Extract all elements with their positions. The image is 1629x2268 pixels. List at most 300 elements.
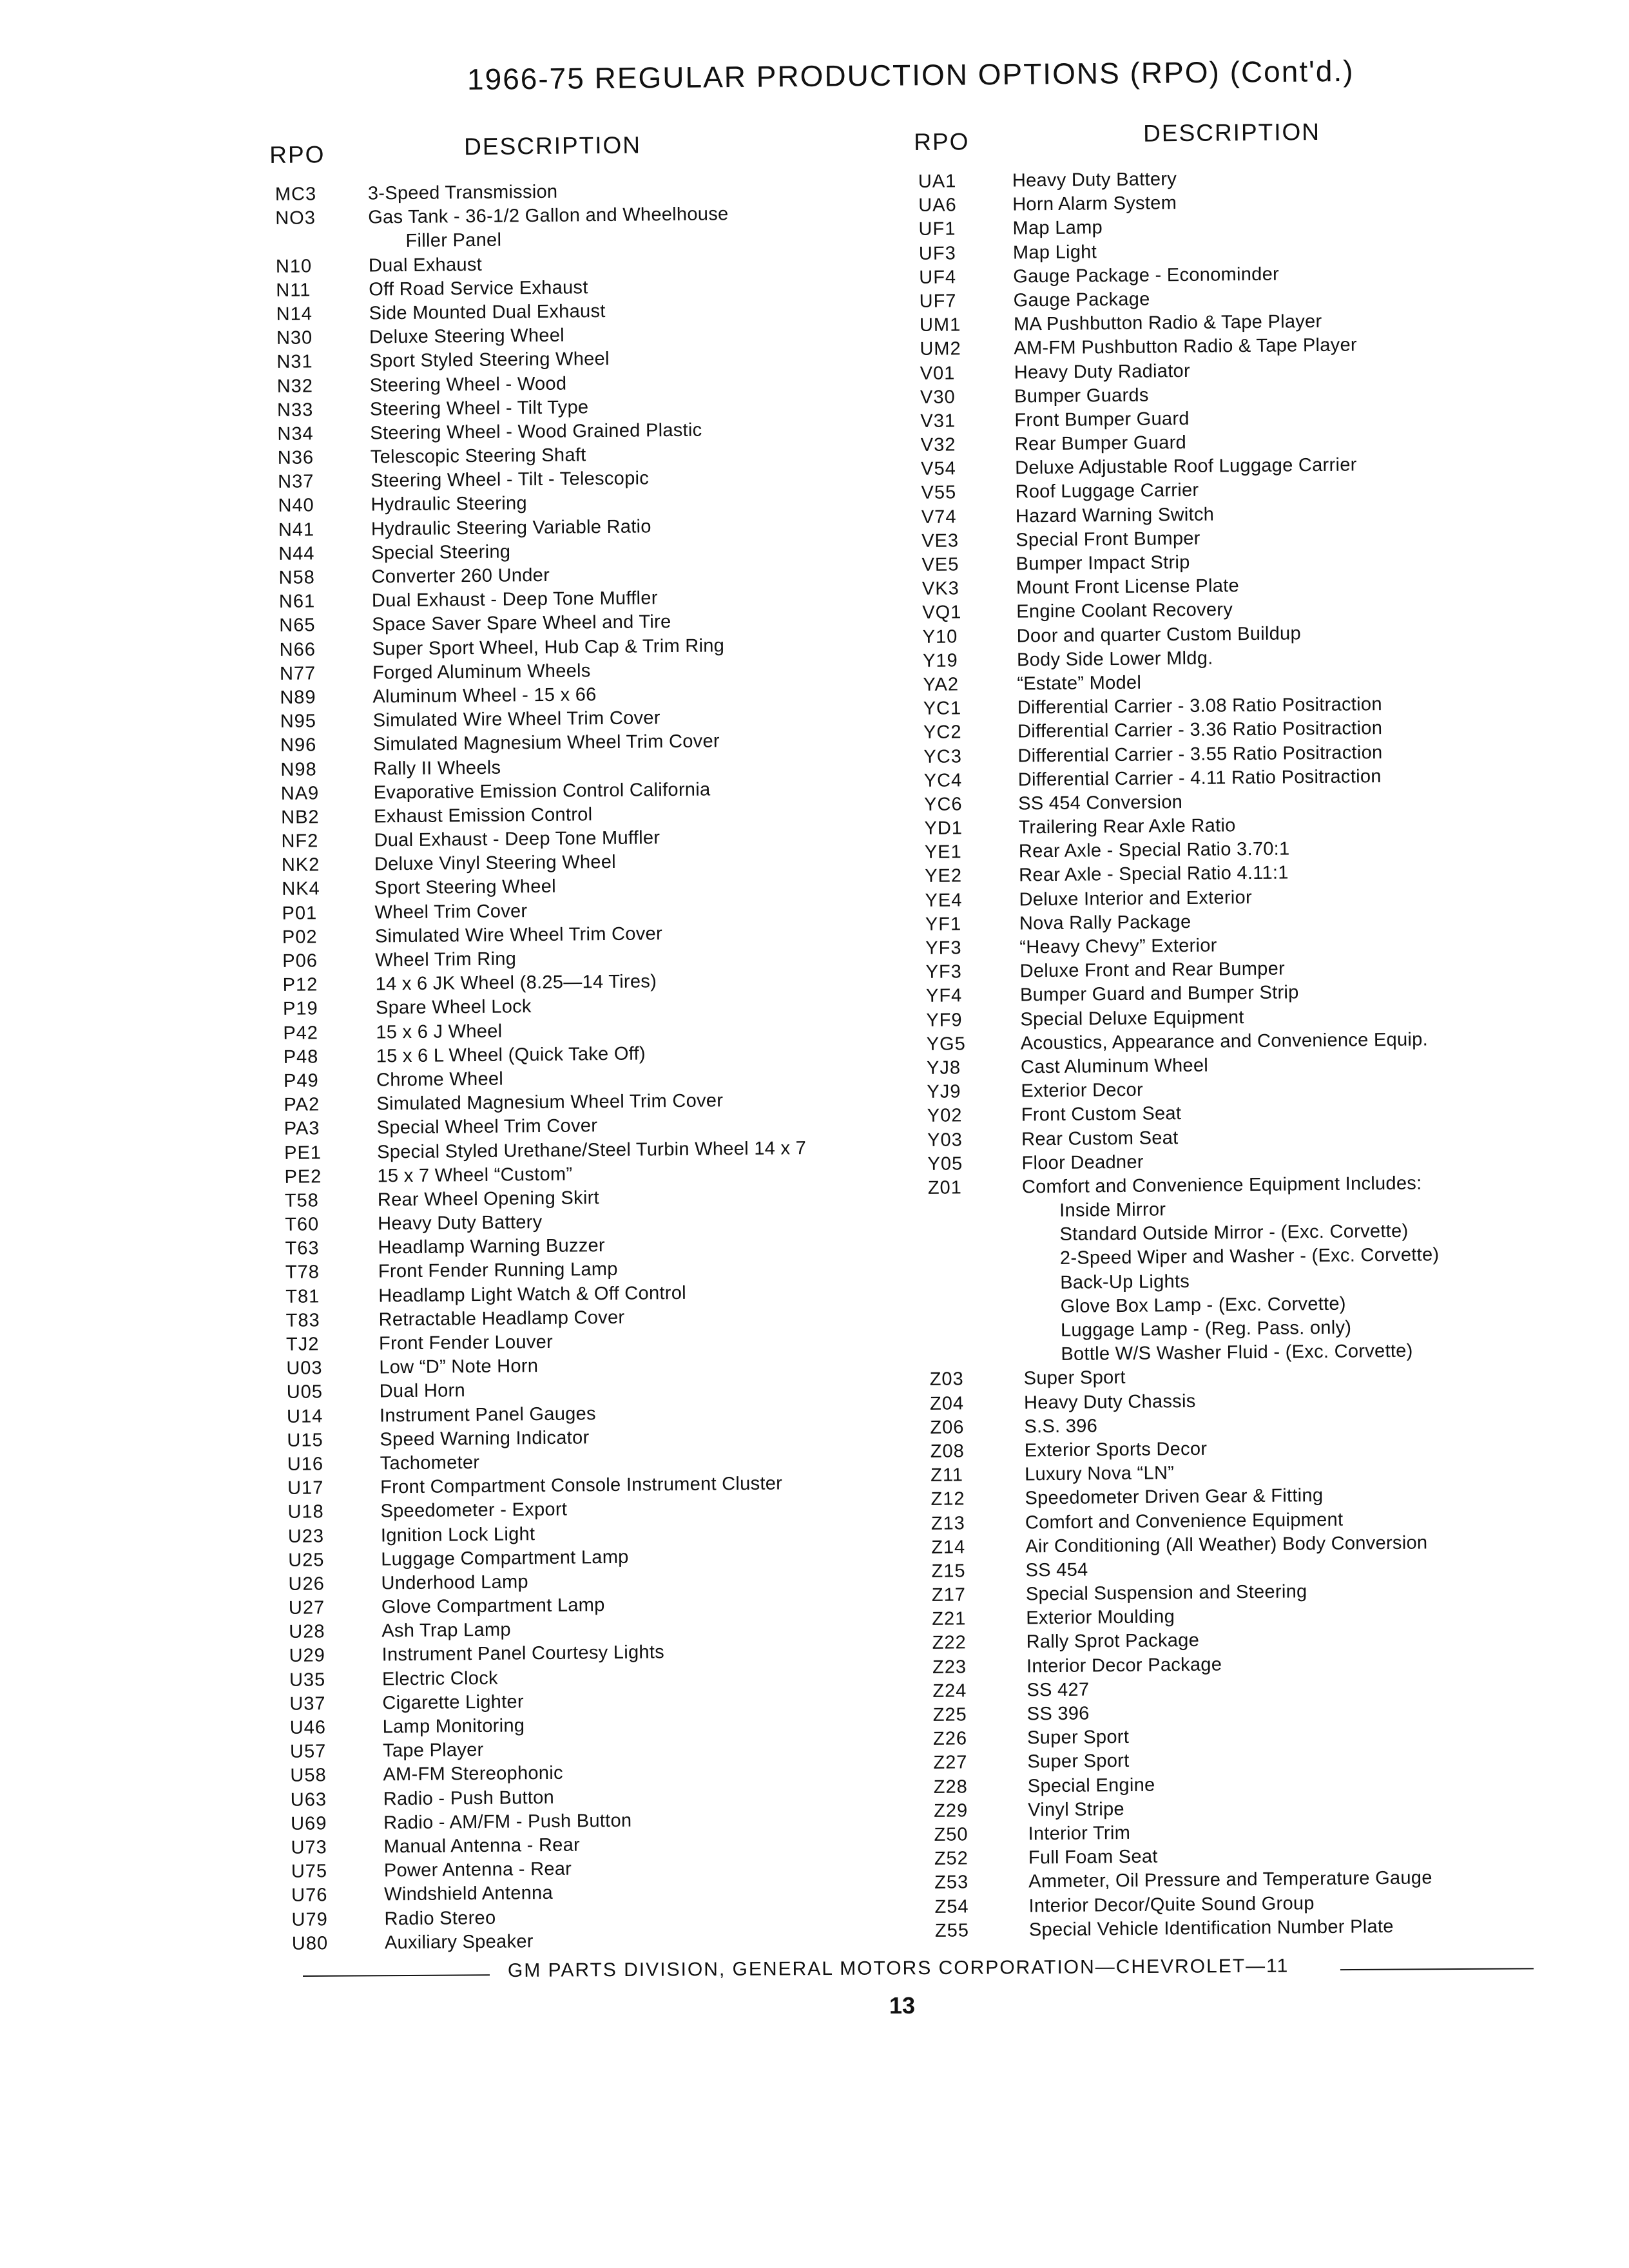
rpo-code: PE2: [284, 1166, 322, 1187]
rpo-description: Gauge Package - Econominder: [1013, 264, 1280, 287]
rpo-code: YC2: [923, 722, 962, 744]
rpo-description: Deluxe Front and Rear Bumper: [1019, 958, 1286, 982]
rpo-description: Gas Tank - 36-1/2 Gallon and Wheelhouse: [368, 204, 729, 228]
rpo-description: Simulated Wire Wheel Trim Cover: [372, 707, 660, 731]
rpo-code: VQ1: [922, 602, 962, 624]
rpo-description: Tachometer: [380, 1452, 480, 1474]
rpo-description: Back-Up Lights: [1060, 1271, 1190, 1293]
rpo-description: Interior Trim: [1028, 1822, 1131, 1845]
footer-rule-right: [1340, 1968, 1534, 1970]
rpo-code: YC4: [923, 770, 963, 791]
rpo-description: Special Wheel Trim Cover: [376, 1115, 598, 1139]
rpo-code: U23: [287, 1525, 325, 1547]
footer-rule-left: [303, 1974, 490, 1977]
rpo-description: Bumper Impact Strip: [1016, 552, 1190, 575]
rpo-description: Deluxe Steering Wheel: [369, 325, 565, 348]
rpo-description: Converter 260 Under: [371, 564, 550, 588]
page-title: 1966-75 REGULAR PRODUCTION OPTIONS (RPO) (Cont'd.): [467, 53, 1354, 96]
rpo-description: Simulated Wire Wheel Trim Cover: [374, 923, 663, 947]
rpo-code: YF1: [925, 914, 962, 935]
rpo-code: U27: [288, 1597, 325, 1619]
rpo-code: N14: [276, 303, 313, 325]
rpo-code: U35: [289, 1669, 326, 1691]
rpo-code: V01: [920, 362, 956, 384]
rpo-code: P48: [283, 1046, 319, 1068]
rpo-description: Nova Rally Package: [1019, 911, 1191, 934]
rpo-code: P01: [282, 902, 318, 924]
column-header: [914, 116, 1572, 170]
rpo-code: Z13: [930, 1512, 966, 1534]
rpo-description: Rear Axle - Special Ratio 3.70:1: [1018, 838, 1290, 862]
rpo-code: PE1: [284, 1142, 322, 1164]
rpo-description: 14 x 6 JK Wheel (8.25—14 Tires): [375, 971, 657, 995]
description-header: DESCRIPTION: [463, 131, 642, 160]
rpo-description: Special Engine: [1027, 1774, 1155, 1796]
rpo-code: YC6: [924, 794, 963, 815]
rpo-description: Rear Custom Seat: [1021, 1127, 1179, 1149]
rpo-description: Inside Mirror: [1059, 1199, 1166, 1221]
rpo-description: Front Compartment Console Instrument Cluster: [380, 1473, 783, 1498]
rpo-description: Dual Exhaust: [368, 254, 483, 276]
rpo-code: Z53: [934, 1872, 969, 1894]
rpo-description: Rear Bumper Guard: [1014, 432, 1187, 455]
rpo-code: Z29: [934, 1800, 969, 1821]
rpo-description: Aluminum Wheel - 15 x 66: [372, 684, 597, 707]
rpo-code: N89: [280, 687, 316, 708]
rpo-description: Simulated Magnesium Wheel Trim Cover: [372, 731, 720, 755]
rpo-code: Z26: [932, 1728, 968, 1750]
rpo-description: Hazard Warning Switch: [1015, 504, 1215, 527]
rpo-description: S.S. 396: [1024, 1416, 1098, 1437]
rpo-description: Special Styled Urethane/Steel Turbin Wheel 14 x 7: [377, 1137, 807, 1162]
rpo-description: Rally II Wheels: [373, 757, 501, 779]
rpo-description: Windshield Antenna: [384, 1883, 554, 1905]
rpo-description: Differential Carrier - 3.55 Ratio Positraction: [1017, 742, 1383, 766]
rpo-code: U58: [290, 1765, 327, 1787]
rpo-code: Z03: [929, 1369, 964, 1390]
rpo-description: Space Saver Spare Wheel and Tire: [372, 611, 671, 635]
rpo-code: YF4: [925, 985, 963, 1007]
rpo-description: Comfort and Convenience Equipment Includes:: [1021, 1173, 1422, 1198]
rpo-code: P12: [282, 974, 318, 996]
rpo-code: YE2: [925, 865, 963, 887]
rpo-description: Retractable Headlamp Cover: [378, 1307, 625, 1331]
rpo-description: Underhood Lamp: [381, 1571, 529, 1594]
rpo-code: U17: [287, 1477, 324, 1499]
rpo-code: U69: [291, 1813, 327, 1834]
rpo-code: Z50: [934, 1824, 969, 1845]
rpo-description: SS 396: [1027, 1703, 1090, 1725]
rpo-description: Acoustics, Appearance and Convenience Equip.: [1020, 1029, 1429, 1054]
rpo-description: 15 x 7 Wheel “Custom”: [377, 1164, 573, 1187]
page-footer: [303, 1951, 1540, 1991]
rpo-description: Heavy Duty Radiator: [1014, 360, 1191, 383]
rpo-description: Air Conditioning (All Weather) Body Conversion: [1025, 1532, 1428, 1557]
rpo-code: YC1: [923, 698, 962, 720]
rpo-code: NK4: [282, 878, 320, 900]
rpo-description: 2-Speed Wiper and Washer - (Exc. Corvette): [1059, 1244, 1440, 1269]
rpo-code: NO3: [275, 207, 316, 229]
rpo-description: Ash Trap Lamp: [381, 1619, 512, 1642]
rpo-code: PA2: [284, 1094, 320, 1115]
rpo-description: Special Deluxe Equipment: [1020, 1006, 1244, 1030]
rpo-description: Deluxe Vinyl Steering Wheel: [374, 852, 617, 875]
rpo-description: Deluxe Interior and Exterior: [1019, 887, 1253, 910]
rpo-code: N37: [278, 471, 314, 493]
rpo-description: Glove Compartment Lamp: [381, 1595, 605, 1618]
rpo-code: U18: [287, 1501, 324, 1523]
rpo-code: YG5: [926, 1033, 966, 1055]
rpo-list-left: [270, 177, 944, 1956]
rpo-code: U14: [286, 1405, 323, 1427]
rpo-code: U03: [286, 1358, 323, 1379]
rpo-code: T83: [285, 1310, 320, 1331]
rpo-code: U37: [289, 1693, 326, 1715]
rpo-description: Dual Horn: [379, 1380, 466, 1402]
rpo-code: N58: [278, 567, 315, 588]
rpo-code: Z12: [930, 1488, 965, 1510]
rpo-code: N95: [280, 711, 317, 733]
rpo-code: Y10: [922, 626, 958, 648]
rpo-code: Z15: [931, 1561, 966, 1582]
rpo-code: TJ2: [285, 1334, 320, 1355]
rpo-code: VE5: [921, 554, 959, 575]
rpo-code: N31: [276, 351, 313, 373]
rpo-description: Standard Outside Mirror - (Exc. Corvette): [1059, 1220, 1409, 1245]
rpo-code: UF7: [919, 291, 957, 312]
rpo-code: [929, 1295, 1019, 1296]
rpo-description: Headlamp Warning Buzzer: [378, 1235, 606, 1258]
rpo-code: Z54: [934, 1896, 969, 1917]
rpo-code: V55: [921, 482, 957, 504]
rpo-description: Wheel Trim Ring: [375, 948, 517, 971]
rpo-code: N33: [276, 399, 314, 421]
rpo-description: Lamp Monitoring: [382, 1715, 525, 1738]
rpo-code: U63: [290, 1789, 327, 1811]
rpo-description: Radio - AM/FM - Push Button: [383, 1810, 632, 1834]
rpo-code: N98: [280, 758, 317, 780]
rpo-description: Front Custom Seat: [1021, 1103, 1182, 1126]
rpo-code: [929, 1343, 1019, 1344]
rpo-code: Z55: [934, 1919, 970, 1941]
rpo-code: Z28: [933, 1776, 968, 1798]
rpo-code: MC3: [275, 184, 317, 205]
rpo-description: Map Lamp: [1012, 217, 1103, 239]
rpo-description: Rear Wheel Opening Skirt: [377, 1187, 600, 1211]
rpo-description: Headlamp Light Watch & Off Control: [378, 1282, 687, 1307]
rpo-description: Evaporative Emission Control California: [373, 779, 711, 803]
rpo-description: Telescopic Steering Shaft: [370, 445, 586, 468]
rpo-description: Radio Stereo: [384, 1907, 496, 1929]
rpo-code: N32: [276, 375, 314, 397]
rpo-description: Heavy Duty Battery: [378, 1212, 543, 1235]
rpo-code: Y19: [922, 650, 958, 671]
rpo-code: Z22: [932, 1632, 967, 1654]
rpo-description: Low “D” Note Horn: [379, 1356, 539, 1378]
rpo-code: U57: [289, 1741, 327, 1762]
rpo-code: U76: [291, 1885, 328, 1907]
rpo-description: Front Fender Running Lamp: [378, 1259, 618, 1282]
rpo-code: N40: [278, 495, 314, 517]
rpo-description: Deluxe Adjustable Roof Luggage Carrier: [1015, 454, 1357, 479]
rpo-description: Luggage Lamp - (Reg. Pass. only): [1060, 1317, 1352, 1341]
rpo-description: Rally Sprot Package: [1026, 1630, 1200, 1653]
rpo-code: Z52: [934, 1848, 969, 1869]
rpo-code: N61: [278, 591, 316, 613]
rpo-code: U05: [286, 1381, 323, 1403]
rpo-code: V30: [920, 387, 956, 408]
rpo-description: 15 x 6 J Wheel: [376, 1021, 503, 1043]
rpo-description: Bumper Guard and Bumper Strip: [1019, 982, 1299, 1006]
rpo-code: P06: [282, 950, 318, 972]
rpo-code: Y02: [927, 1105, 963, 1127]
rpo-code: N30: [276, 327, 313, 349]
rpo-code: NA9: [280, 782, 320, 804]
rpo-description: Hydraulic Steering: [371, 493, 528, 515]
rpo-code: YD1: [924, 818, 963, 839]
rpo-code: Z25: [932, 1704, 967, 1725]
rpo-code: U80: [291, 1932, 329, 1954]
rpo-code: Z17: [931, 1584, 967, 1606]
rpo-description: Instrument Panel Gauges: [379, 1403, 596, 1427]
rpo-description: Special Suspension and Steering: [1025, 1581, 1307, 1605]
rpo-description: Speedometer Driven Gear & Fitting: [1025, 1485, 1324, 1509]
rpo-code: Z27: [933, 1752, 968, 1774]
rpo-code: [929, 1247, 1019, 1248]
rpo-description: SS 454: [1025, 1559, 1088, 1581]
rpo-description: Instrument Panel Courtesy Lights: [381, 1642, 665, 1666]
rpo-description: SS 427: [1027, 1679, 1090, 1701]
rpo-description: Auxiliary Speaker: [384, 1930, 534, 1954]
rpo-description: Bumper Guards: [1014, 385, 1149, 407]
rpo-description: Exterior Sports Decor: [1024, 1438, 1208, 1461]
rpo-description: Ignition Lock Light: [380, 1523, 535, 1546]
rpo-code: UA6: [918, 195, 957, 216]
rpo-column-left: [269, 129, 944, 1956]
rpo-description: Super Sport Wheel, Hub Cap & Trim Ring: [372, 635, 725, 660]
rpo-description: Super Sport: [1027, 1751, 1130, 1773]
rpo-code: YE1: [924, 841, 962, 863]
rpo-code: V54: [921, 458, 956, 480]
rpo-description: Interior Decor/Quite Sound Group: [1028, 1892, 1315, 1916]
rpo-description: Manual Antenna - Rear: [383, 1834, 581, 1858]
rpo-description: Dual Exhaust - Deep Tone Muffler: [374, 827, 660, 851]
rpo-code: Z06: [930, 1417, 965, 1438]
rpo-code: V31: [920, 410, 956, 432]
rpo-code: N65: [279, 615, 316, 637]
rpo-code: YF3: [925, 961, 963, 983]
rpo-code: UF3: [918, 242, 956, 264]
rpo-description: Glove Box Lamp - (Exc. Corvette): [1060, 1293, 1346, 1317]
rpo-code: YJ8: [926, 1057, 961, 1079]
rpo-description: AM-FM Pushbutton Radio & Tape Player: [1014, 334, 1358, 359]
rpo-description: Super Sport: [1023, 1367, 1126, 1389]
rpo-code: N77: [279, 663, 316, 684]
rpo-description: Front Fender Louver: [378, 1331, 554, 1354]
rpo-description: Steering Wheel - Wood: [369, 373, 567, 396]
rpo-description: Hydraulic Steering Variable Ratio: [371, 515, 651, 540]
rpo-code: Z14: [931, 1537, 966, 1558]
rpo-description: Speedometer - Export: [380, 1499, 568, 1522]
rpo-code: U46: [289, 1717, 327, 1738]
rpo-code: Z11: [930, 1465, 964, 1486]
rpo-code: N11: [276, 280, 311, 301]
rpo-description: Radio - Push Button: [383, 1787, 555, 1809]
rpo-header: RPO: [269, 141, 325, 168]
rpo-description: Luggage Compartment Lamp: [381, 1546, 629, 1570]
rpo-code: P02: [282, 927, 318, 948]
description-header: DESCRIPTION: [1142, 118, 1321, 147]
rpo-code: N96: [280, 735, 317, 756]
rpo-code: YC3: [923, 745, 963, 767]
rpo-code: U73: [291, 1837, 327, 1858]
rpo-description: Bottle W/S Washer Fluid - (Exc. Corvette): [1061, 1340, 1413, 1365]
rpo-code: U79: [291, 1908, 328, 1930]
rpo-description: Power Antenna - Rear: [383, 1858, 572, 1881]
rpo-description: Front Bumper Guard: [1014, 408, 1190, 431]
rpo-code: Z21: [932, 1608, 967, 1630]
rpo-code: Z23: [932, 1656, 967, 1678]
rpo-description: Chrome Wheel: [376, 1068, 504, 1091]
rpo-description: Super Sport: [1027, 1727, 1130, 1749]
rpo-description: Trailering Rear Axle Ratio: [1018, 815, 1236, 838]
rpo-code: [275, 230, 365, 231]
page-number: 13: [889, 1992, 916, 2019]
rpo-description: Steering Wheel - Tilt Type: [369, 396, 589, 420]
rpo-description: Electric Clock: [381, 1667, 498, 1690]
rpo-code: UF4: [919, 267, 957, 288]
rpo-description: “Heavy Chevy” Exterior: [1019, 935, 1217, 958]
rpo-description: Steering Wheel - Tilt - Telescopic: [371, 468, 650, 492]
rpo-description: Dual Exhaust - Deep Tone Muffler: [371, 588, 658, 611]
rpo-description: Engine Coolant Recovery: [1016, 599, 1233, 622]
rpo-code: T63: [285, 1238, 320, 1260]
rpo-description: Map Light: [1012, 241, 1097, 264]
rpo-code: N34: [277, 423, 314, 445]
rpo-description: Heavy Duty Battery: [1012, 169, 1177, 191]
rpo-code: T78: [285, 1262, 320, 1283]
rpo-description: Heavy Duty Chassis: [1023, 1390, 1196, 1414]
rpo-code: Y03: [927, 1129, 963, 1151]
rpo-list-right: [914, 164, 1588, 1943]
rpo-code: YJ9: [927, 1081, 961, 1102]
rpo-description: 3-Speed Transmission: [367, 181, 558, 204]
rpo-description: Mount Front License Plate: [1016, 575, 1240, 599]
rpo-description: Speed Warning Indicator: [380, 1427, 590, 1450]
rpo-description: Spare Wheel Lock: [375, 996, 532, 1019]
rpo-description: Differential Carrier - 3.08 Ratio Positraction: [1017, 694, 1382, 718]
rpo-description: MA Pushbutton Radio & Tape Player: [1013, 311, 1322, 335]
rpo-description: Special Vehicle Identification Number Plate: [1028, 1916, 1394, 1941]
rpo-code: Z01: [927, 1177, 963, 1198]
rpo-description: Exterior Decor: [1021, 1079, 1144, 1102]
rpo-code: VE3: [921, 530, 959, 552]
rpo-code: P19: [282, 998, 318, 1020]
rpo-description: “Estate” Model: [1017, 672, 1142, 695]
footer-text: GM PARTS DIVISION, GENERAL MOTORS CORPORATION—CHEVROLET—11: [507, 1955, 1289, 1982]
rpo-code: V74: [921, 506, 957, 528]
rpo-code: UM1: [919, 314, 961, 336]
rpo-description: Forged Aluminum Wheels: [372, 660, 591, 684]
rpo-description: Vinyl Stripe: [1027, 1798, 1125, 1821]
rpo-code: YF3: [925, 937, 962, 959]
rpo-code: U75: [291, 1861, 328, 1882]
rpo-description: Differential Carrier - 3.36 Ratio Positraction: [1017, 718, 1383, 742]
rpo-description: Simulated Magnesium Wheel Trim Cover: [376, 1090, 724, 1115]
rpo-code: UA1: [918, 171, 957, 192]
rpo-code: U15: [287, 1430, 323, 1451]
rpo-description: Sport Styled Steering Wheel: [369, 349, 610, 372]
rpo-code: NF2: [281, 831, 319, 852]
rpo-code: T60: [285, 1214, 320, 1235]
rpo-code: P49: [283, 1070, 319, 1091]
rpo-description: Exhaust Emission Control: [374, 804, 593, 827]
rpo-code: P42: [283, 1022, 319, 1044]
rpo-description: 15 x 6 L Wheel (Quick Take Off): [376, 1043, 646, 1067]
rpo-description: Cigarette Lighter: [382, 1691, 525, 1714]
rpo-code: T58: [284, 1190, 320, 1211]
rpo-description: Special Steering: [371, 541, 511, 564]
rpo-description: Ammeter, Oil Pressure and Temperature Gauge: [1028, 1867, 1432, 1892]
rpo-description: Steering Wheel - Wood Grained Plastic: [370, 419, 702, 444]
rpo-description: Side Mounted Dual Exhaust: [369, 300, 606, 324]
rpo-code: U28: [289, 1621, 325, 1643]
rpo-description: Exterior Moulding: [1026, 1606, 1175, 1629]
rpo-description: AM-FM Stereophonic: [383, 1763, 563, 1785]
rpo-code: UM2: [920, 338, 961, 360]
rpo-description: Off Road Service Exhaust: [369, 277, 588, 300]
rpo-code: UF1: [918, 218, 956, 240]
rpo-code: N44: [278, 543, 315, 564]
rpo-code: U29: [289, 1645, 326, 1667]
rpo-code: T81: [285, 1285, 320, 1307]
rpo-description: Interior Decor Package: [1026, 1654, 1222, 1677]
rpo-code: Z24: [932, 1680, 967, 1702]
rpo-description: Horn Alarm System: [1012, 193, 1177, 215]
rpo-code: YF9: [926, 1009, 963, 1031]
rpo-code: N41: [278, 519, 315, 541]
rpo-description: Wheel Trim Cover: [374, 900, 528, 923]
rpo-code: N66: [279, 639, 316, 660]
rpo-description: Tape Player: [382, 1740, 484, 1762]
rpo-description: Roof Luggage Carrier: [1015, 480, 1199, 503]
rpo-description: Full Foam Seat: [1028, 1846, 1158, 1869]
rpo-code: U26: [288, 1573, 325, 1595]
rpo-description: Special Front Bumper: [1016, 528, 1200, 551]
rpo-code: NB2: [281, 807, 320, 828]
rpo-code: Z04: [929, 1392, 965, 1414]
rpo-description: Sport Steering Wheel: [374, 876, 557, 899]
rpo-description: Differential Carrier - 4.11 Ratio Positraction: [1017, 765, 1382, 791]
rpo-code: YA2: [923, 674, 959, 695]
rpo-code: N36: [277, 447, 314, 468]
rpo-code: N10: [275, 255, 313, 277]
rpo-code: [929, 1271, 1019, 1272]
rpo-code: VK3: [921, 578, 959, 600]
rpo-description: SS 454 Conversion: [1018, 791, 1183, 814]
rpo-description: Cast Aluminum Wheel: [1020, 1055, 1209, 1078]
rpo-description: Floor Deadner: [1021, 1151, 1144, 1174]
rpo-description: Luxury Nova “LN”: [1024, 1463, 1175, 1485]
rpo-description: Body Side Lower Mldg.: [1016, 648, 1213, 671]
rpo-description: Filler Panel: [405, 229, 502, 252]
rpo-code: YE4: [925, 889, 963, 911]
rpo-code: V32: [920, 434, 956, 456]
rpo-code: NK2: [281, 854, 320, 876]
rpo-description: Rear Axle - Special Ratio 4.11:1: [1019, 862, 1289, 886]
rpo-code: U16: [287, 1454, 324, 1475]
rpo-header: RPO: [914, 128, 970, 155]
